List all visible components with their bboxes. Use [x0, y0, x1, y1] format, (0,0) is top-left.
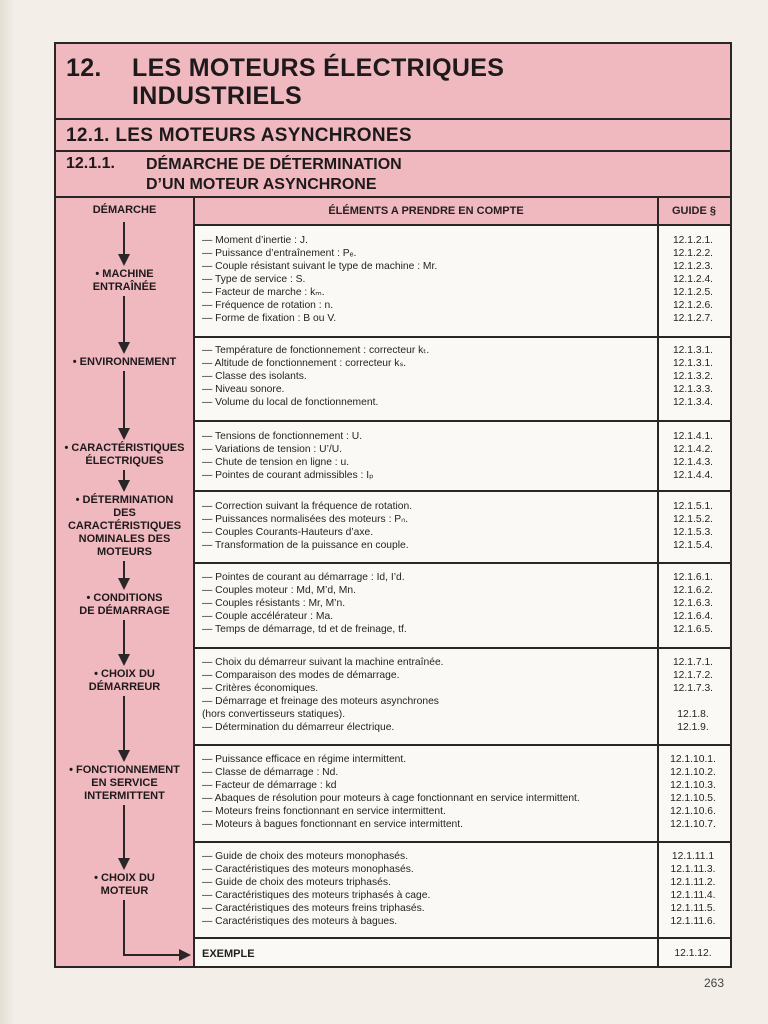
row-separator — [195, 562, 730, 564]
guide-code: 12.1.11.1 — [671, 851, 715, 862]
chapter-title-band — [56, 44, 730, 120]
demarche-step-line: DES — [113, 507, 136, 519]
flow-line — [123, 620, 125, 656]
guide-code: 12.1.5.1. — [672, 501, 714, 512]
guide-code: 12.1.6.2. — [672, 585, 714, 596]
element-item: — Guide de choix des moteurs triphasés. — [202, 877, 391, 888]
element-item: — Facteur de démarrage : kd — [202, 780, 337, 791]
demarche-step-line: • CHOIX DU — [94, 668, 155, 680]
guide-code: 12.1.7.1. — [672, 657, 714, 668]
guide-code: 12.1.5.4. — [672, 540, 714, 551]
element-item: — Abaques de résolution pour moteurs à cage fonctionnant en service intermittent. — [202, 793, 580, 804]
row-separator — [195, 336, 730, 338]
row-separator — [195, 744, 730, 746]
demarche-step — [56, 356, 193, 369]
flow-line — [123, 222, 125, 256]
guide-code: 12.1.10.2. — [670, 767, 716, 778]
guide-code-list — [660, 753, 726, 831]
guide-code: 12.1.11.2. — [670, 877, 716, 888]
demarche-step-line: • MACHINE — [95, 268, 154, 280]
subsection-title-band — [56, 152, 730, 198]
chapter-number: 12. — [66, 54, 102, 82]
guide-code: 12.1.6.3. — [672, 598, 714, 609]
element-list — [202, 850, 654, 928]
subsection-title-line1: DÉMARCHE DE DÉTERMINATION — [146, 156, 402, 173]
element-item: — Caractéristiques des moteurs à bagues. — [202, 916, 398, 927]
guide-code: 12.1.11.5. — [670, 903, 716, 914]
element-item: — Moment d’inertie : J. — [202, 235, 308, 246]
demarche-step-line: MOTEURS — [97, 546, 152, 558]
demarche-step-line: • CARACTÉRISTIQUES — [64, 442, 185, 454]
guide-code: 12.1.10.5. — [670, 793, 716, 804]
element-item: — Couples Courants-Hauteurs d’axe. — [202, 527, 374, 538]
guide-code: 12.1.4.1. — [672, 431, 714, 442]
guide-code: 12.1.2.3. — [672, 261, 714, 272]
example-label: EXEMPLE — [202, 948, 255, 960]
element-item: — Classe de démarrage : Nd. — [202, 767, 339, 778]
guide-code: 12.1.4.4. — [672, 470, 714, 481]
guide-code: 12.1.10.7. — [670, 819, 716, 830]
down-arrow-icon — [118, 750, 130, 762]
element-item: (hors convertisseurs statiques). — [202, 709, 346, 720]
element-item: — Caractéristiques des moteurs freins triphasés. — [202, 903, 425, 914]
row-separator — [195, 647, 730, 649]
page-number: 263 — [704, 976, 725, 990]
element-item: — Puissance d’entraînement : Pₑ. — [202, 248, 357, 259]
element-list — [202, 571, 654, 636]
guide-code: 12.1.3.3. — [672, 384, 714, 395]
element-item: — Guide de choix des moteurs monophasés. — [202, 851, 409, 862]
element-item: — Type de service : S. — [202, 274, 306, 285]
down-arrow-icon — [118, 858, 130, 870]
down-arrow-icon — [118, 428, 130, 440]
demarche-step-line: INTERMITTENT — [84, 790, 165, 802]
guide-code: 12.1.2.5. — [672, 287, 714, 298]
demarche-header: DÉMARCHE — [92, 204, 157, 216]
demarche-step — [56, 494, 193, 559]
guide-code: 12.1.4.2. — [672, 444, 714, 455]
down-arrow-icon — [118, 578, 130, 590]
guide-code: 12.1.2.7. — [672, 313, 714, 324]
guide-code: 12.1.11.6. — [670, 916, 716, 927]
demarche-step-line: DÉMARREUR — [88, 681, 161, 693]
element-item: — Caractéristiques des moteurs triphasés à cage. — [202, 890, 431, 901]
element-list — [202, 430, 654, 482]
guide-code: 12.1.4.3. — [672, 457, 714, 468]
element-list — [202, 344, 654, 409]
element-item: — Forme de fixation : B ou V. — [202, 313, 337, 324]
element-item: — Comparaison des modes de démarrage. — [202, 670, 400, 681]
element-list — [202, 234, 654, 325]
subsection-title-line2: D’UN MOTEUR ASYNCHRONE — [146, 176, 377, 193]
element-item: — Chute de tension en ligne : u. — [202, 457, 350, 468]
down-arrow-icon — [118, 342, 130, 354]
guide-code: 12.1.5.3. — [672, 527, 714, 538]
element-item: — Temps de démarrage, td et de freinage, tf. — [202, 624, 407, 635]
guide-code: 12.1.6.5. — [672, 624, 714, 635]
chapter-title-line1: LES MOTEURS ÉLECTRIQUES — [132, 54, 505, 82]
demarche-step — [56, 668, 193, 694]
element-list — [202, 500, 654, 552]
subsection-number: 12.1.1. — [66, 155, 115, 172]
guide-code-list — [660, 571, 726, 636]
guide-code: 12.1.6.4. — [672, 611, 714, 622]
guide-header: GUIDE § — [658, 198, 730, 226]
guide-code: 12.1.11.3. — [670, 864, 716, 875]
element-item: — Puissance efficace en régime intermittent. — [202, 754, 407, 765]
subsection-title — [146, 155, 666, 195]
element-item: — Puissances normalisées des moteurs : Pₙ. — [202, 514, 409, 525]
element-item: — Correction suivant la fréquence de rotation. — [202, 501, 413, 512]
demarche-step-line: EN SERVICE — [91, 777, 158, 789]
element-item: — Détermination du démarreur électrique. — [202, 722, 395, 733]
element-item: — Variations de tension : U’/U. — [202, 444, 343, 455]
element-item: — Transformation de la puissance en couple. — [202, 540, 409, 551]
element-item: — Moteurs freins fonctionnant en service intermittent. — [202, 806, 446, 817]
guide-code: 12.1.3.4. — [672, 397, 714, 408]
demarche-column — [56, 198, 195, 966]
row-separator — [195, 490, 730, 492]
element-item: — Température de fonctionnement : correcteur kₜ. — [202, 345, 430, 356]
guide-code: 12.1.2.4. — [672, 274, 714, 285]
guide-code: 12.1.6.1. — [672, 572, 714, 583]
element-list — [202, 656, 654, 734]
element-item: — Tensions de fonctionnement : U. — [202, 431, 363, 442]
guide-code: 12.1.10.6. — [670, 806, 716, 817]
flow-line — [123, 900, 125, 954]
guide-code: 12.1.3.1. — [672, 345, 714, 356]
guide-code: 12.1.9. — [677, 722, 709, 733]
row-separator — [195, 937, 730, 939]
guide-code: 12.1.2.6. — [672, 300, 714, 311]
demarche-step-line: NOMINALES DES — [78, 533, 171, 545]
element-item: — Classe des isolants. — [202, 371, 307, 382]
demarche-step-line: • DÉTERMINATION — [75, 494, 174, 506]
element-item: — Caractéristiques des moteurs monophasés. — [202, 864, 414, 875]
element-item: — Pointes de courant au démarrage : Id, I’d. — [202, 572, 405, 583]
guide-code-list — [660, 500, 726, 552]
chapter-title — [132, 54, 692, 110]
element-list — [202, 753, 654, 831]
row-separator — [195, 420, 730, 422]
down-arrow-icon — [118, 254, 130, 266]
demarche-step — [56, 592, 193, 618]
flow-line — [123, 296, 125, 344]
element-item: — Démarrage et freinage des moteurs asynchrones — [202, 696, 439, 707]
guide-code: 12.1.2.2. — [672, 248, 714, 259]
page-edge — [0, 0, 14, 1024]
demarche-step-line: MOTEUR — [100, 885, 149, 897]
guide-code-list — [660, 656, 726, 734]
element-item: — Couple résistant suivant le type de machine : Mr. — [202, 261, 438, 272]
guide-code-list — [660, 430, 726, 482]
guide-code: 12.1.7.2. — [672, 670, 714, 681]
element-item: — Volume du local de fonctionnement. — [202, 397, 379, 408]
row-separator — [195, 841, 730, 843]
demarche-step — [56, 764, 193, 803]
demarche-step-line: • CHOIX DU — [94, 872, 155, 884]
element-item: — Moteurs à bagues fonctionnant en service intermittent. — [202, 819, 463, 830]
example-code: 12.1.12. — [674, 948, 712, 959]
demarche-step-line: • FONCTIONNEMENT — [69, 764, 180, 776]
element-item: — Niveau sonore. — [202, 384, 285, 395]
guide-code: 12.1.11.4. — [670, 890, 716, 901]
demarche-step-line: • ENVIRONNEMENT — [72, 356, 177, 368]
column-divider — [657, 198, 659, 966]
guide-code: 12.1.5.2. — [672, 514, 714, 525]
guide-code — [660, 695, 726, 708]
element-item: — Fréquence de rotation : n. — [202, 300, 334, 311]
guide-code: 12.1.10.3. — [670, 780, 716, 791]
elements-header: ÉLÉMENTS A PRENDRE EN COMPTE — [195, 198, 657, 226]
element-item: — Couple accélérateur : Ma. — [202, 611, 334, 622]
guide-code-list — [660, 344, 726, 409]
element-item: — Couples moteur : Md, M’d, Mn. — [202, 585, 356, 596]
element-item: — Facteur de marche : kₘ. — [202, 287, 325, 298]
flow-line — [123, 805, 125, 860]
guide-code: 12.1.3.2. — [672, 371, 714, 382]
flow-line — [123, 696, 125, 752]
demarche-step-line: ENTRAÎNÉE — [92, 281, 157, 293]
demarche-step-line: CARACTÉRISTIQUES — [67, 520, 182, 532]
element-item: — Couples résistants : Mr, M’n. — [202, 598, 346, 609]
element-item: — Pointes de courant admissibles : Iₚ — [202, 470, 374, 481]
element-item: — Choix du démarreur suivant la machine entraînée. — [202, 657, 444, 668]
section-title-band — [56, 120, 730, 152]
procedure-table — [54, 42, 732, 968]
demarche-step-line: DE DÉMARRAGE — [79, 605, 170, 617]
demarche-step — [56, 268, 193, 294]
down-arrow-icon — [118, 480, 130, 492]
guide-code: 12.1.7.3. — [672, 683, 714, 694]
guide-code: 12.1.10.1. — [670, 754, 716, 765]
flow-line — [123, 371, 125, 430]
guide-code-list — [660, 850, 726, 928]
demarche-step-line: • CONDITIONS — [86, 592, 163, 604]
guide-code: 12.1.2.1. — [672, 235, 714, 246]
element-item: — Critères économiques. — [202, 683, 319, 694]
chapter-title-line2: INDUSTRIELS — [132, 82, 302, 110]
guide-code: 12.1.8. — [677, 709, 709, 720]
guide-code-list — [660, 234, 726, 325]
guide-code: 12.1.3.1. — [672, 358, 714, 369]
demarche-step — [56, 442, 193, 468]
right-arrow-icon — [179, 949, 191, 961]
element-item: — Altitude de fonctionnement : correcteur kₛ. — [202, 358, 407, 369]
demarche-step-line: ÉLECTRIQUES — [85, 455, 164, 467]
section-title: 12.1. LES MOTEURS ASYNCHRONES — [66, 125, 412, 146]
demarche-step — [56, 872, 193, 898]
flow-line — [123, 954, 181, 956]
down-arrow-icon — [118, 654, 130, 666]
